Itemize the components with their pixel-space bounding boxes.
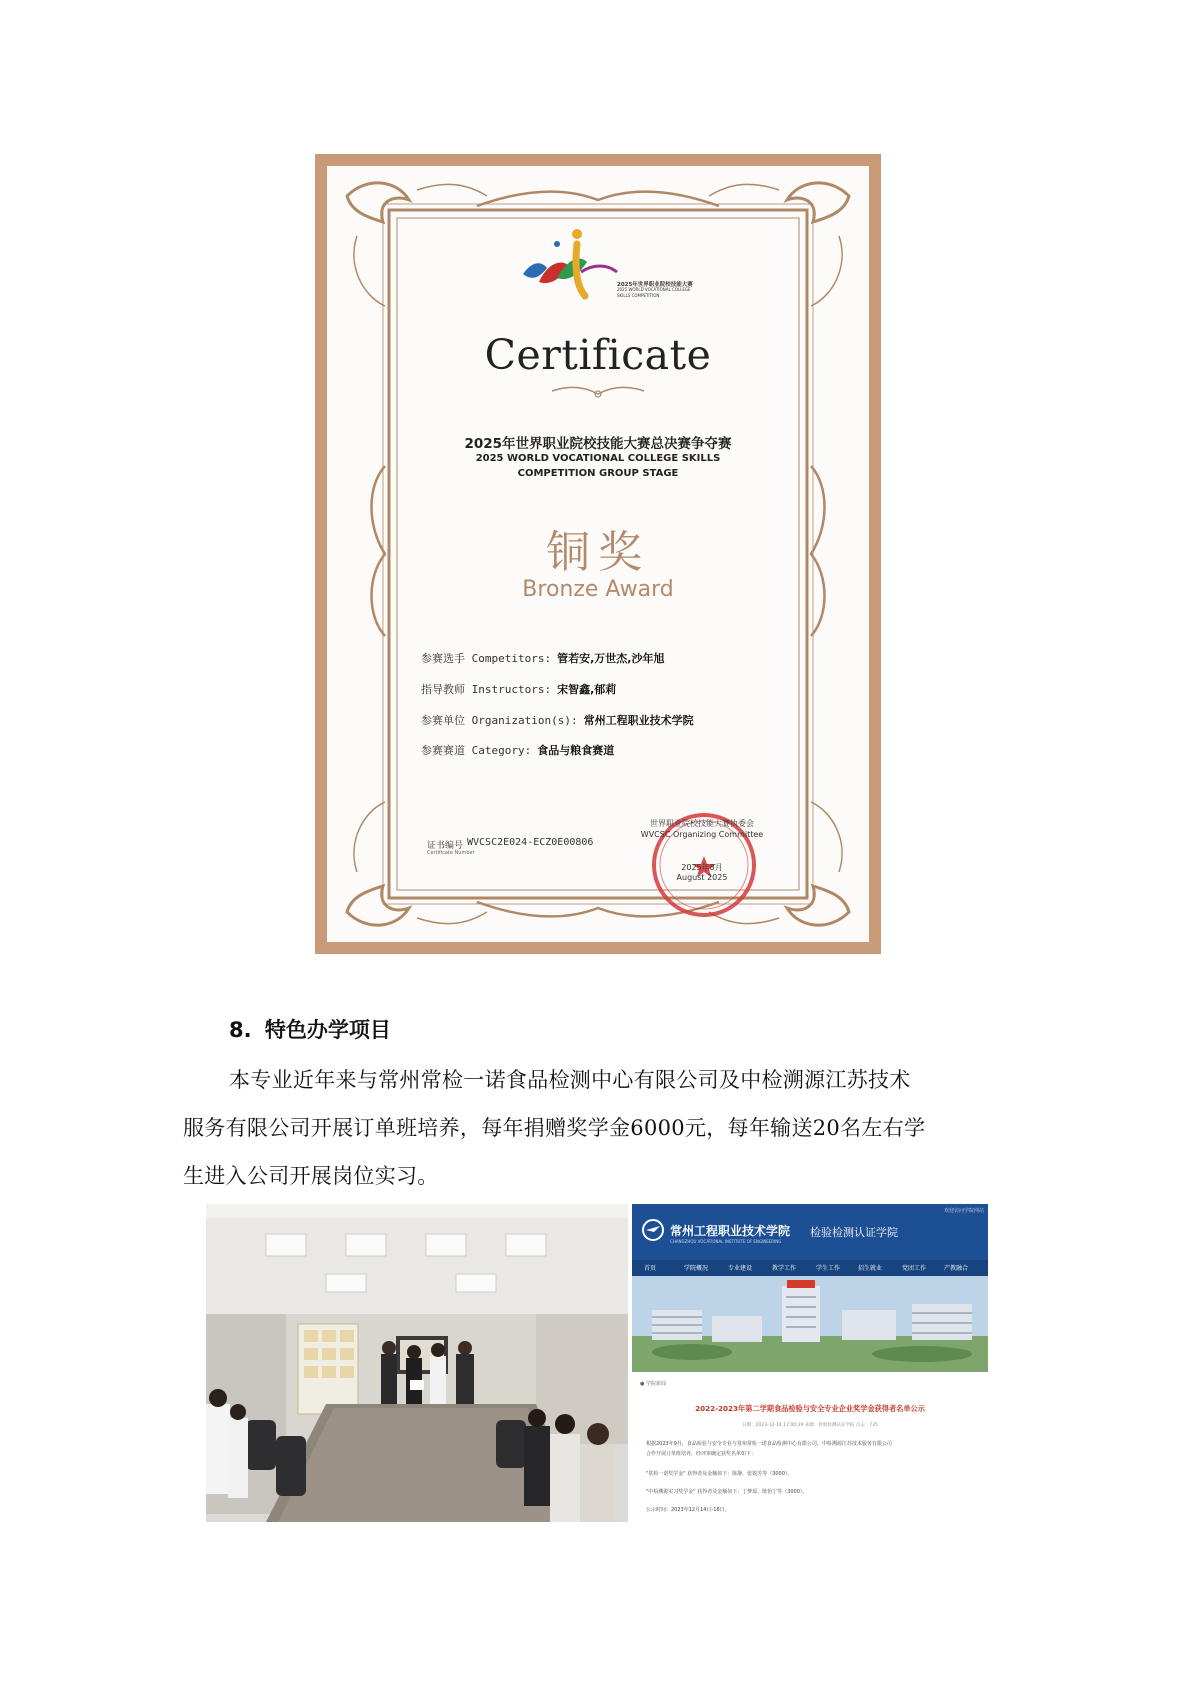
- competition-logo-icon: [517, 224, 627, 304]
- event-name-en-1: 2025 WORLD VOCATIONAL COLLEGE SKILLS: [475, 453, 721, 464]
- issuer-name-en: WVCSC Organizing Committee: [640, 830, 764, 839]
- event-name-en-2: COMPETITION GROUP STAGE: [517, 468, 679, 479]
- certificate-number-value: WVCSC2E024-ECZ0E00806: [467, 837, 594, 848]
- nav-item-overview: 学院概况: [684, 1265, 709, 1272]
- logo-caption-en-2: SKILLS COMPETITION: [617, 293, 660, 298]
- organization-label: 参赛单位 Organization(s):: [421, 714, 578, 727]
- article-title: 2022-2023年第二学期食品检验与安全专业企业奖学金获得者名单公示: [695, 1404, 925, 1413]
- nav-item-home: 首页: [644, 1265, 657, 1272]
- section-number: 8.: [229, 1018, 252, 1042]
- article-meta: 日期：2023-12-14 17:00:29 来源：检验检测认证学院 点击：735: [742, 1423, 878, 1428]
- section-title: 特色办学项目: [264, 1018, 391, 1042]
- competitors-value: 管若安,万世杰,沙年旭: [557, 652, 665, 665]
- section-heading: [229, 1014, 391, 1044]
- meeting-room-photo: [206, 1204, 628, 1522]
- article-line-4: "中检溯源实习奖学金" 获得者及金额如下：丁梦瑶、陈怡宁等（3000）。: [646, 1489, 808, 1495]
- issue-date-en: August 2025: [676, 873, 728, 882]
- certificate-paper: [327, 166, 869, 942]
- article-line-5: 公示时间：2023年12月14日-18日。: [646, 1507, 730, 1513]
- organization-value: 常州工程职业技术学院: [583, 714, 694, 727]
- website-top-link: 欢迎访问学院网站: [943, 1208, 984, 1214]
- instructors-label: 指导教师 Instructors:: [421, 683, 552, 696]
- certificate-number-label: 证书编号: [427, 841, 464, 851]
- organization-row: [421, 712, 694, 728]
- nav-item-students: 学生工作: [816, 1265, 841, 1272]
- award-name-en: Bronze Award: [522, 577, 674, 602]
- event-name-cn: 2025年世界职业院校技能大赛总决赛争夺赛: [464, 436, 732, 452]
- competitors-row: [421, 650, 664, 666]
- logo-caption-cn: 2025年世界职业院校技能大赛: [617, 282, 693, 288]
- category-value: 食品与粮食赛道: [537, 744, 615, 757]
- instructors-value: 宋智鑫,郁莉: [557, 683, 617, 696]
- issuer-name-cn: 世界职业院校技能大赛执委会: [650, 819, 754, 828]
- college-website-screenshot: [632, 1204, 988, 1522]
- meeting-room-illustration: [206, 1204, 628, 1522]
- issue-date-cn: 2025年8月: [681, 863, 723, 872]
- competitors-label: 参赛选手 Competitors:: [421, 652, 552, 665]
- certificate-image: [315, 154, 881, 954]
- award-name-cn: 铜奖: [546, 527, 650, 578]
- nav-item-party: 党团工作: [902, 1265, 927, 1272]
- logo-caption-en-1: 2025 WORLD VOCATIONAL COLLEGE: [617, 287, 691, 292]
- nav-item-admission: 招生就业: [858, 1265, 883, 1272]
- paragraph-line-2: 服务有限公司开展订单班培养，每年捐赠奖学金6000元，每年输送20名左右学: [183, 1116, 926, 1140]
- nav-item-teaching: 教学工作: [772, 1265, 797, 1272]
- certificate-number-sublabel: Certificate Number: [427, 850, 475, 856]
- paragraph-line-1: 本专业近年来与常州常检一诺食品检测中心有限公司及中检溯源江苏技术: [229, 1068, 911, 1092]
- website-school-name-en: CHANGZHOU VOCATIONAL INSTITUTE OF ENGINEERING: [670, 1239, 782, 1244]
- category-row: [421, 742, 614, 758]
- instructors-row: [421, 681, 616, 697]
- nav-item-majors: 专业建设: [728, 1265, 753, 1272]
- website-breadcrumb: ● 学院新闻: [640, 1381, 666, 1387]
- college-logo-icon: [640, 1218, 666, 1242]
- nav-item-industry: 产教融合: [944, 1265, 969, 1272]
- article-line-3: "常检一诺奖学金" 获得者及金额如下：陈静、张锐芳等（3000）。: [646, 1471, 793, 1477]
- category-label: 参赛赛道 Category:: [421, 744, 532, 757]
- paragraph-line-3: 生进入公司开展岗位实习。: [183, 1164, 439, 1188]
- website-department-name: 检验检测认证学院: [810, 1226, 898, 1239]
- article-line-2: 合作开展订单班培养，经评审确定获奖名单如下：: [646, 1451, 757, 1457]
- campus-banner-image: [632, 1276, 988, 1372]
- article-line-1: 根据2023年9月，食品检验与安全专业与常州常检一诺食品检测中心有限公司、中检溯源江苏技术服务有限公司: [646, 1441, 892, 1447]
- certificate-title: Certificate: [484, 331, 712, 379]
- website-nav-bar: [632, 1260, 988, 1276]
- website-school-name: 常州工程职业技术学院: [670, 1224, 791, 1238]
